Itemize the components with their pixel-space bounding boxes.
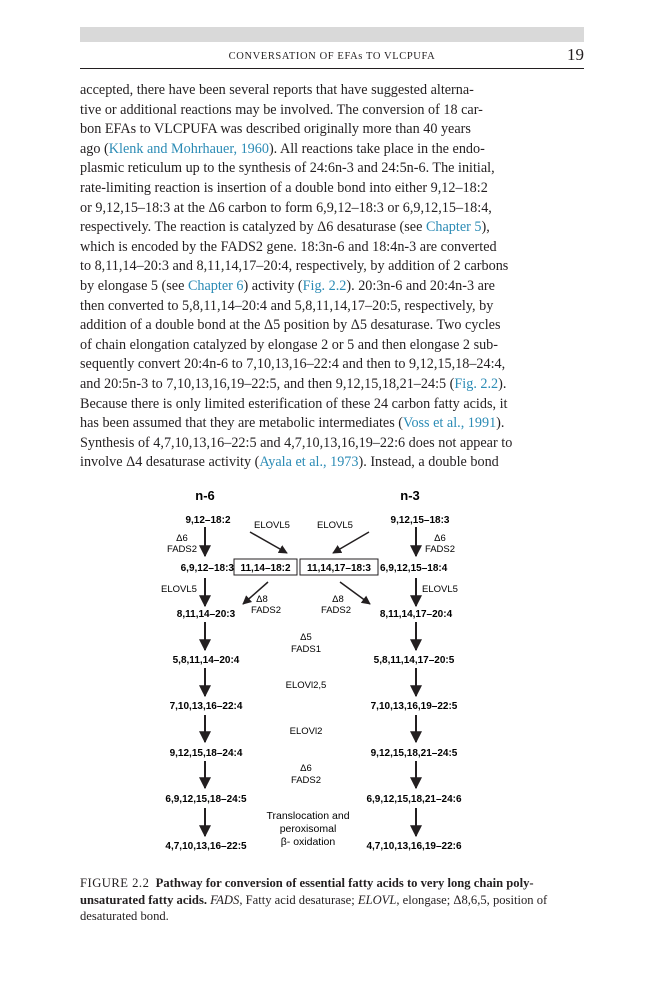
arrow <box>340 582 370 604</box>
text-segment: of chain elongation catalyzed by elongase 2 or 5 and then elongase 2 sub- <box>80 336 498 353</box>
reference-link[interactable]: Voss et al., 1991 <box>403 415 497 432</box>
text-line <box>80 101 584 121</box>
n3-metabolite-24-5: 9,12,15,18,21–24:5 <box>370 748 458 759</box>
text-segment: Because there is only limited esterification of these 24 carbon fatty acids, it <box>80 395 508 412</box>
text-segment: ). <box>496 415 505 432</box>
text-line <box>80 414 584 434</box>
fads2-label: FADS2 <box>290 775 322 786</box>
n3-column-header: n-3 <box>400 488 420 503</box>
caption-line <box>80 892 584 909</box>
n3-metabolite-18-4: 6,9,12,15–18:4 <box>380 563 448 574</box>
fads2-label: FADS2 <box>166 544 198 555</box>
text-line <box>80 434 584 454</box>
text-line <box>80 140 584 160</box>
text-segment: then converted to 5,8,11,14–20:4 and 5,8,11,14,17–20:5, respectively, by <box>80 297 494 314</box>
text-segment: to 8,11,14–20:3 and 8,11,14,17–20:4, respectively, by addition of 2 carbons <box>80 258 509 275</box>
n6-metabolite-22-5: 4,7,10,13,16–22:5 <box>165 841 247 852</box>
n3-metabolite-18-3: 9,12,15–18:3 <box>390 515 450 526</box>
elovl5-label: ELOVL5 <box>254 520 290 531</box>
arrow <box>333 532 369 553</box>
n3-metabolite-24-6: 6,9,12,15,18,21–24:6 <box>366 794 462 805</box>
text-segment: plasmic reticulum up to the synthesis of 24:6n-3 and 24:5n-6. The initial, <box>80 160 495 177</box>
text-line <box>80 453 584 473</box>
text-segment: or 9,12,15–18:3 at the Δ6 carbon to form 6,9,12–18:3 or 6,9,12,15–18:4, <box>80 199 492 216</box>
fads2-label: FADS2 <box>320 605 352 616</box>
delta8-label: Δ8 <box>256 594 268 605</box>
text-segment: has been assumed that they are metabolic intermediates ( <box>80 415 404 432</box>
n6-boxed-metabolite: 11,14–18:2 <box>240 563 291 574</box>
n6-metabolite-18-2: 9,12–18:2 <box>185 515 231 526</box>
reference-link[interactable]: Chapter 6 <box>187 277 244 294</box>
caption-line <box>80 875 584 892</box>
text-segment: ). Instead, a double bond <box>358 454 499 471</box>
text-line <box>80 297 584 317</box>
text-line <box>80 316 584 336</box>
text-segment: accepted, there have been several reports that have suggested alterna- <box>80 82 474 98</box>
text-line <box>80 257 584 277</box>
caption-abbr: FADS <box>210 892 240 907</box>
text-segment: ), <box>481 219 490 236</box>
translocation-label: Translocation and <box>266 810 350 822</box>
text-segment: ). 20:3n-6 and 20:4n-3 are <box>346 277 495 294</box>
text-segment: involve Δ4 desaturase activity ( <box>80 454 260 471</box>
n3-metabolite-22-5: 7,10,13,16,19–22:5 <box>370 701 458 712</box>
n6-column-header: n-6 <box>195 488 215 503</box>
figure-caption <box>80 875 584 925</box>
text-segment: ) activity ( <box>243 277 303 294</box>
text-line <box>80 375 584 395</box>
translocation-label: β- oxidation <box>280 836 336 848</box>
text-segment: ago ( <box>80 140 109 157</box>
arrow <box>250 532 287 553</box>
text-segment: sequently convert 20:4n-6 to 7,10,13,16–22:4 and then to 9,12,15,18–24:4, <box>80 356 506 373</box>
caption-title: unsaturated fatty acids. <box>80 892 207 907</box>
n3-metabolite-20-5: 5,8,11,14,17–20:5 <box>373 655 455 666</box>
n3-boxed-metabolite: 11,14,17–18:3 <box>307 563 371 574</box>
delta5-label: Δ5 <box>300 632 312 643</box>
caption-text: , Fatty acid desaturase; <box>239 892 358 907</box>
text-line <box>80 159 584 179</box>
caption-title: Pathway for conversion of essential fatty acids to very long chain poly- <box>155 876 534 890</box>
text-line <box>80 81 584 101</box>
elovl5-label: ELOVL5 <box>317 520 353 531</box>
delta6-label: Δ6 <box>300 763 312 774</box>
reference-link[interactable]: Fig. 2.2 <box>302 277 347 294</box>
elovl25-label: ELOVl2,5 <box>285 680 327 691</box>
text-line <box>80 355 584 375</box>
delta6-label: Δ6 <box>434 533 446 544</box>
text-segment: ). <box>498 375 507 392</box>
text-segment: bon EFAs to VLCPUFA was described originally more than 40 years <box>80 121 471 138</box>
body-paragraph <box>80 81 584 473</box>
delta6-label: Δ6 <box>176 533 188 544</box>
text-segment: Synthesis of 4,7,10,13,16–22:5 and 4,7,10,13,16,19–22:6 does not appear to <box>80 434 513 451</box>
n6-metabolite-24-4: 9,12,15,18–24:4 <box>169 748 243 759</box>
text-segment: and 20:5n-3 to 7,10,13,16,19–22:5, and then 9,12,15,18,21–24:5 ( <box>80 375 455 392</box>
caption-label: FIGURE 2.2 <box>80 876 150 890</box>
caption-abbr: ELOVL <box>357 892 397 907</box>
text-segment: respectively. The reaction is catalyzed by Δ6 desaturase (see <box>80 219 426 236</box>
text-line <box>80 120 584 140</box>
n3-metabolite-22-6: 4,7,10,13,16,19–22:6 <box>366 841 462 852</box>
fads1-label: FADS1 <box>290 644 322 655</box>
header-rule <box>80 68 584 69</box>
caption-text: , elongase; Δ8,6,5, position of <box>396 892 548 907</box>
reference-link[interactable]: Klenk and Mohrhauer, 1960 <box>108 140 269 157</box>
n3-metabolite-20-4: 8,11,14,17–20:4 <box>379 609 453 620</box>
text-line <box>80 179 584 199</box>
text-line <box>80 395 584 415</box>
text-line <box>80 218 584 238</box>
elovl2-label: ELOVl2 <box>289 726 323 737</box>
caption-line <box>80 908 584 925</box>
reference-link[interactable]: Fig. 2.2 <box>454 375 499 392</box>
text-segment: tive or additional reactions may be involved. The conversion of 18 car- <box>80 101 483 118</box>
delta8-label: Δ8 <box>332 594 344 605</box>
figure-2-2-pathway-diagram <box>150 480 480 870</box>
text-segment: by elongase 5 (see <box>80 277 188 294</box>
text-line <box>80 277 584 297</box>
n6-metabolite-24-5: 6,9,12,15,18–24:5 <box>165 794 247 805</box>
n6-metabolite-18-3: 6,9,12–18:3 <box>180 563 234 574</box>
text-line <box>80 199 584 219</box>
n6-metabolite-20-3: 8,11,14–20:3 <box>176 609 236 620</box>
translocation-label: peroxisomal <box>279 823 337 835</box>
elovl5-label: ELOVL5 <box>161 584 197 595</box>
running-head: CONVERSATION OF EFAs TO VLCPUFA <box>228 51 436 62</box>
header-bar <box>80 27 584 42</box>
caption-text: desaturated bond. <box>80 909 169 924</box>
n6-metabolite-22-4: 7,10,13,16–22:4 <box>169 701 243 712</box>
text-segment: ). All reactions take place in the endo- <box>268 140 485 157</box>
fads2-label: FADS2 <box>250 605 282 616</box>
text-segment: which is encoded by the FADS2 gene. 18:3n-6 and 18:4n-3 are converted <box>80 238 497 255</box>
reference-link[interactable]: Chapter 5 <box>425 219 482 236</box>
text-segment: rate-limiting reaction is insertion of a double bond into either 9,12–18:2 <box>80 179 488 196</box>
elovl5-label: ELOVL5 <box>422 584 458 595</box>
page-number: 19 <box>567 45 584 64</box>
fads2-label: FADS2 <box>424 544 456 555</box>
text-line <box>80 336 584 356</box>
text-segment: addition of a double bond at the Δ5 position by Δ5 desaturase. Two cycles <box>80 317 501 334</box>
n6-metabolite-20-4: 5,8,11,14–20:4 <box>172 655 240 666</box>
reference-link[interactable]: Ayala et al., 1973 <box>259 454 359 471</box>
text-line <box>80 238 584 258</box>
